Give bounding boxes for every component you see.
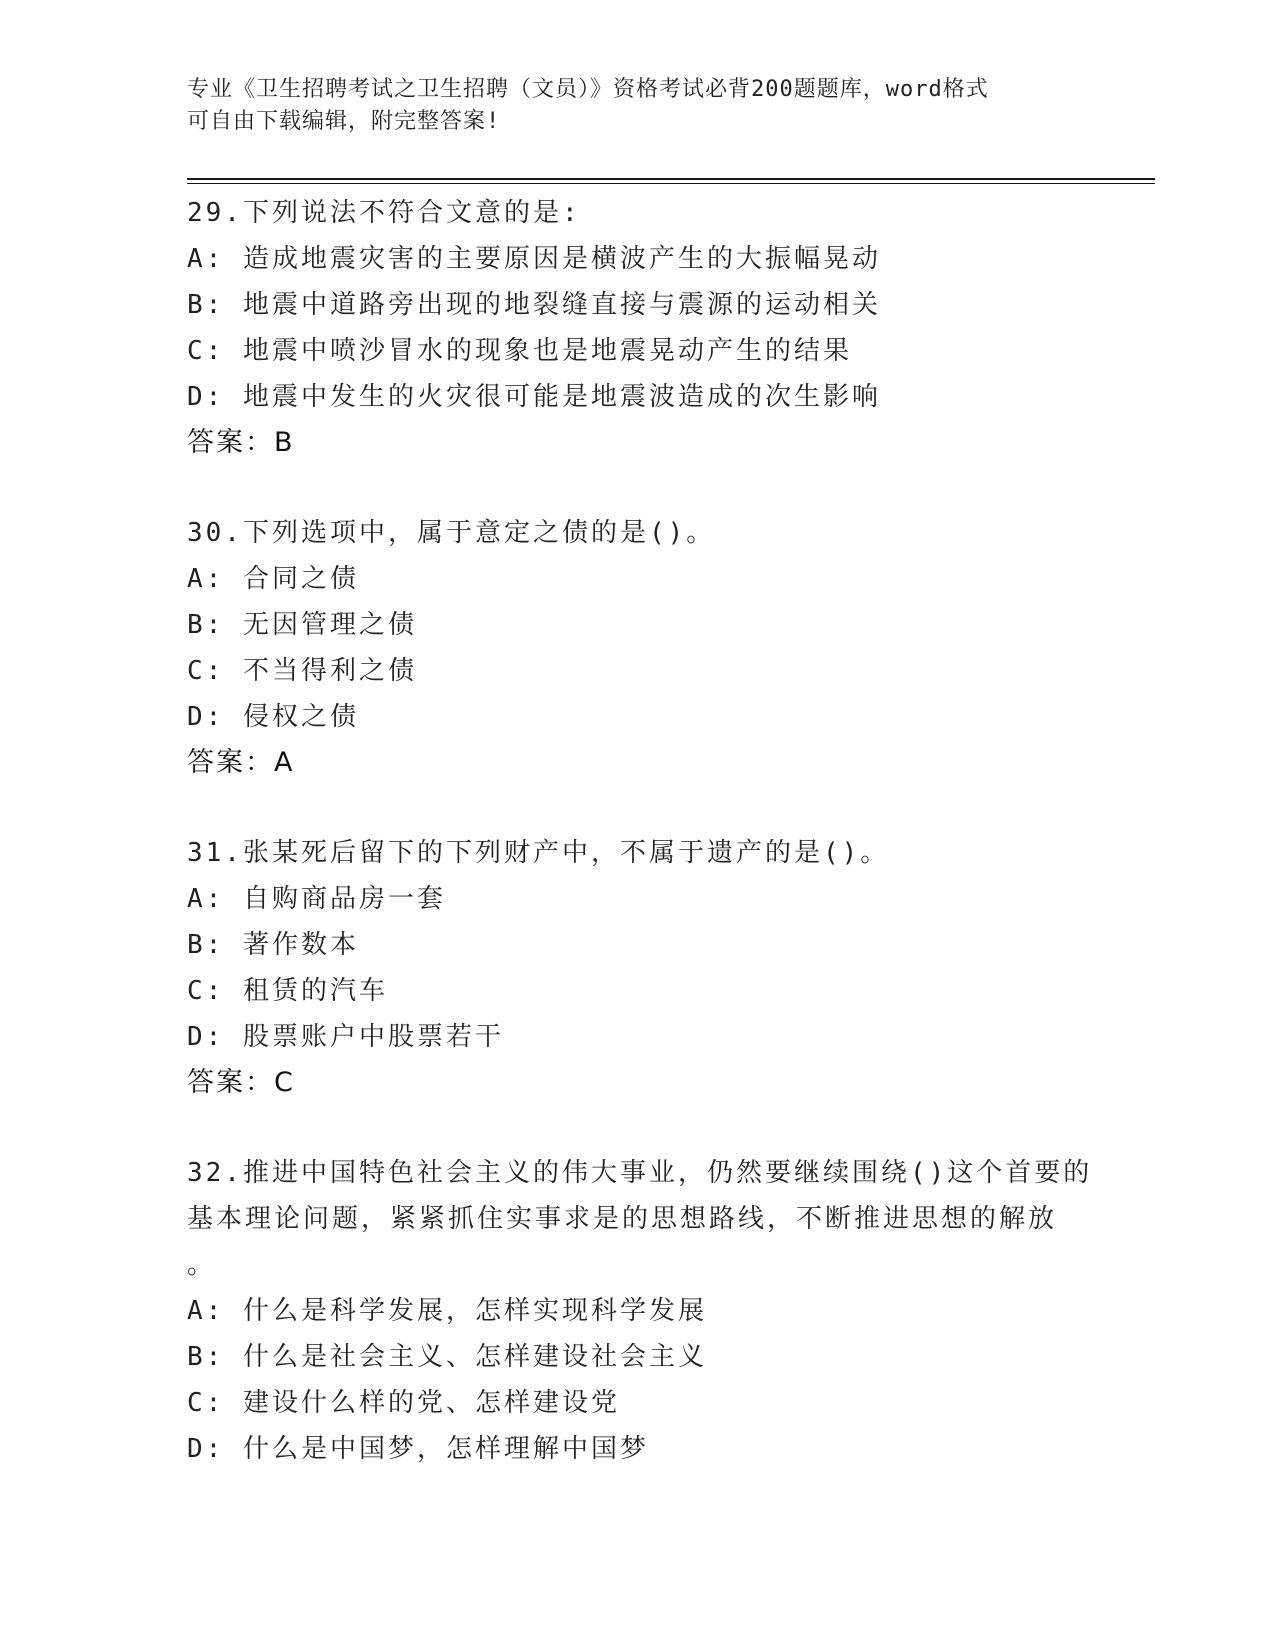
question-list (187, 190, 1093, 1516)
header-line-1: 专业《卫生招聘考试之卫生招聘（文员）》资格考试必背200题题库，word格式 (187, 77, 989, 102)
question-32 (187, 1150, 1093, 1472)
option-a: A: 合同之债 (187, 564, 359, 594)
answer-label: 答案：C (187, 1067, 295, 1098)
header-divider-thick (187, 178, 1155, 180)
option-b: B: 地震中道路旁出现的地裂缝直接与震源的运动相关 (187, 290, 881, 320)
option-d: D: 股票账户中股票若干 (187, 1022, 504, 1052)
option-b: B: 什么是社会主义、怎样建设社会主义 (187, 1342, 707, 1372)
answer-label: 答案：A (187, 747, 295, 778)
header-line-2: 可自由下载编辑，附完整答案! (187, 109, 501, 134)
answer-label: 答案：B (187, 427, 295, 458)
question-stem-line-1: 32.推进中国特色社会主义的伟大事业，仍然要继续围绕()这个首要的 (187, 1158, 1093, 1188)
option-d: D: 地震中发生的火灾很可能是地震波造成的次生影响 (187, 382, 881, 412)
option-b: B: 无因管理之债 (187, 610, 417, 640)
question-stem-line-3: 。 (187, 1250, 217, 1280)
option-c: C: 地震中喷沙冒水的现象也是地震晃动产生的结果 (187, 336, 852, 366)
option-c: C: 不当得利之债 (187, 656, 417, 686)
option-d: D: 侵权之债 (187, 702, 359, 732)
option-c: C: 租赁的汽车 (187, 976, 388, 1006)
document-header (187, 74, 1087, 138)
header-divider-thin (187, 183, 1155, 184)
option-d: D: 什么是中国梦，怎样理解中国梦 (187, 1434, 649, 1464)
option-c: C: 建设什么样的党、怎样建设党 (187, 1388, 620, 1418)
option-a: A: 造成地震灾害的主要原因是横波产生的大振幅晃动 (187, 244, 881, 274)
question-29 (187, 190, 1087, 466)
option-b: B: 著作数本 (187, 930, 359, 960)
question-stem-line-2: 基本理论问题，紧紧抓住实事求是的思想路线，不断推进思想的解放 (187, 1204, 1058, 1234)
question-stem: 30.下列选项中，属于意定之债的是()。 (187, 518, 716, 548)
question-stem: 31.张某死后留下的下列财产中，不属于遗产的是()。 (187, 838, 890, 868)
question-30 (187, 510, 1087, 786)
option-a: A: 什么是科学发展，怎样实现科学发展 (187, 1296, 707, 1326)
question-stem: 29.下列说法不符合文意的是: (187, 198, 581, 228)
question-31 (187, 830, 1087, 1106)
option-a: A: 自购商品房一套 (187, 884, 446, 914)
